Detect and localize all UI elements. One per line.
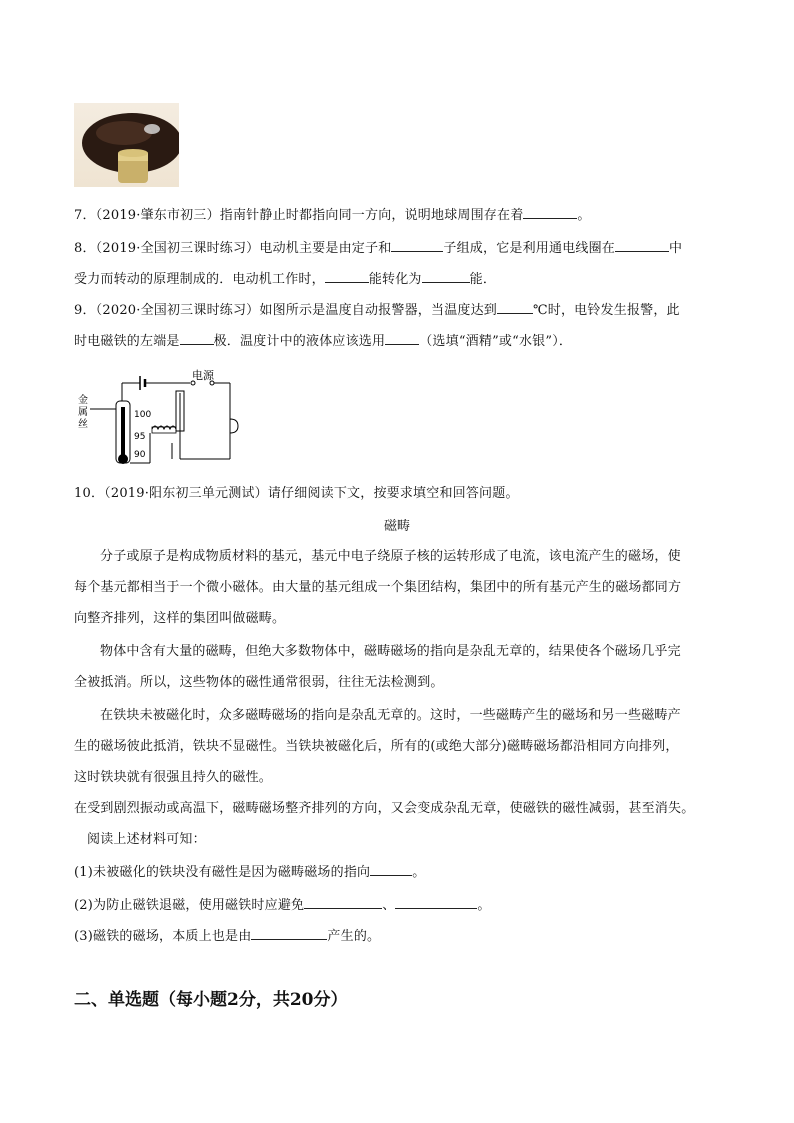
- reading-prompt: 阅读上述材料可知：: [87, 832, 206, 847]
- sub-question-3-end: 产生的。: [327, 929, 381, 944]
- passage-title: 磁畴: [383, 519, 410, 534]
- question-7: [74, 204, 591, 226]
- section-2-heading: 二、单选题（每小题2分，共20分）: [74, 990, 348, 1010]
- sub-question-3: [74, 925, 380, 947]
- question-9-line-2: [74, 330, 572, 352]
- passage-paragraph-2-line-1: 物体中含有大量的磁畴，但绝大多数物体中，磁畴磁场的指向是杂乱无章的，结果使各个磁场几乎完: [100, 644, 681, 659]
- question-9-text: 9．（2020·全国初三课时练习）如图所示是温度自动报警器，当温度达到: [74, 303, 497, 318]
- sub-question-1: [74, 861, 425, 883]
- passage-paragraph-1-line-2: 每个基元都相当于一个微小磁体。由大量的基元组成一个集团结构，集团中的所有基元产生的磁场都同方: [74, 580, 682, 595]
- passage-paragraph-3-line-2: 生的磁场彼此抵消，铁块不显磁性。当铁块被磁化后，所有的(或绝大部分)磁畴磁场都沿相同方向排列，: [74, 739, 679, 754]
- question-8-line-1: [74, 237, 682, 259]
- wire-label-2: 属: [78, 407, 88, 418]
- alarm-circuit-diagram: [72, 363, 244, 473]
- answer-blank[interactable]: [370, 861, 412, 876]
- question-9-line-1: [74, 299, 680, 321]
- passage-paragraph-2-line-2: 全被抵消。所以，这些物体的磁性通常很弱，往往无法检测到。: [74, 675, 444, 690]
- tick-95: 95: [134, 432, 146, 442]
- sub-question-2: [74, 894, 491, 916]
- answer-blank[interactable]: [304, 894, 382, 909]
- thermometer-bulb: [118, 454, 128, 464]
- question-8-text: 中: [669, 241, 683, 256]
- question-7-text: 7．（2019·肇东市初三）指南针静止时都指向同一方向，说明地球周围存在着: [74, 208, 524, 223]
- answer-blank[interactable]: [180, 330, 214, 345]
- passage-paragraph-1-line-1: 分子或原子是构成物质材料的基元，基元中电子绕原子核的运转形成了电流，该电流产生的磁场，使: [100, 549, 681, 564]
- question-9-text: 极．温度计中的液体应该选用: [213, 334, 386, 349]
- question-8-text: 子组成，它是利用通电线圈在: [443, 241, 615, 256]
- question-8-text: 8．（2019·全国初三课时练习）电动机主要是由定子和: [74, 241, 392, 256]
- question-9-text: ℃时，电铃发生报警，此: [533, 303, 680, 318]
- sub-question-1-end: 。: [412, 865, 426, 880]
- sub-question-2-end: 。: [477, 898, 491, 913]
- question-8-text: 能转化为: [368, 272, 422, 287]
- compass-photo-image: [74, 103, 179, 187]
- question-9-text: （选填“酒精”或“水银”）．: [419, 334, 573, 349]
- sub-question-1-text: (1)未被磁化的铁块没有磁性是因为磁畴磁场的指向: [74, 865, 371, 880]
- tick-100: 100: [134, 410, 152, 420]
- wire-label-3: 丝: [78, 419, 88, 430]
- power-label: 电源: [192, 369, 214, 382]
- answer-blank[interactable]: [325, 268, 369, 283]
- answer-blank[interactable]: [395, 894, 477, 909]
- answer-blank[interactable]: [497, 299, 533, 314]
- question-10-intro: 10．（2019·阳东初三单元测试）请仔细阅读下文，按要求填空和回答问题。: [74, 486, 519, 501]
- question-9-text: 时电磁铁的左端是: [74, 334, 180, 349]
- sub-question-2-sep: 、: [382, 898, 396, 913]
- answer-blank[interactable]: [251, 925, 327, 940]
- passage-paragraph-4: 在受到剧烈振动或高温下，磁畴磁场整齐排列的方向，又会变成杂乱无章，使磁铁的磁性减弱，甚至消失。: [74, 801, 695, 816]
- answer-blank[interactable]: [422, 268, 470, 283]
- passage-paragraph-1-line-3: 向整齐排列，这样的集团叫做磁畴。: [74, 611, 286, 626]
- tick-90: 90: [134, 450, 146, 460]
- sub-question-2-text: (2)为防止磁铁退磁，使用磁铁时应避免: [74, 898, 305, 913]
- thermometer-liquid: [121, 407, 125, 455]
- answer-blank[interactable]: [523, 204, 577, 219]
- answer-blank[interactable]: [385, 330, 419, 345]
- answer-blank[interactable]: [615, 237, 669, 252]
- sub-question-3-text: (3)磁铁的磁场，本质上也是由: [74, 929, 252, 944]
- compass-photo: [74, 103, 179, 187]
- answer-blank[interactable]: [391, 237, 443, 252]
- question-8-text: 受力而转动的原理制成的．电动机工作时，: [74, 272, 325, 287]
- question-8-line-2: [74, 268, 496, 290]
- wire-label-1: 金: [78, 395, 88, 406]
- question-8-text: 能．: [469, 272, 497, 287]
- question-7-end: 。: [577, 208, 591, 223]
- passage-paragraph-3-line-1: 在铁块未被磁化时，众多磁畴磁场的指向是杂乱无章的。这时，一些磁畴产生的磁场和另一些磁畴产: [100, 708, 681, 723]
- passage-paragraph-3-line-3: 这时铁块就有很强且持久的磁性。: [74, 770, 273, 785]
